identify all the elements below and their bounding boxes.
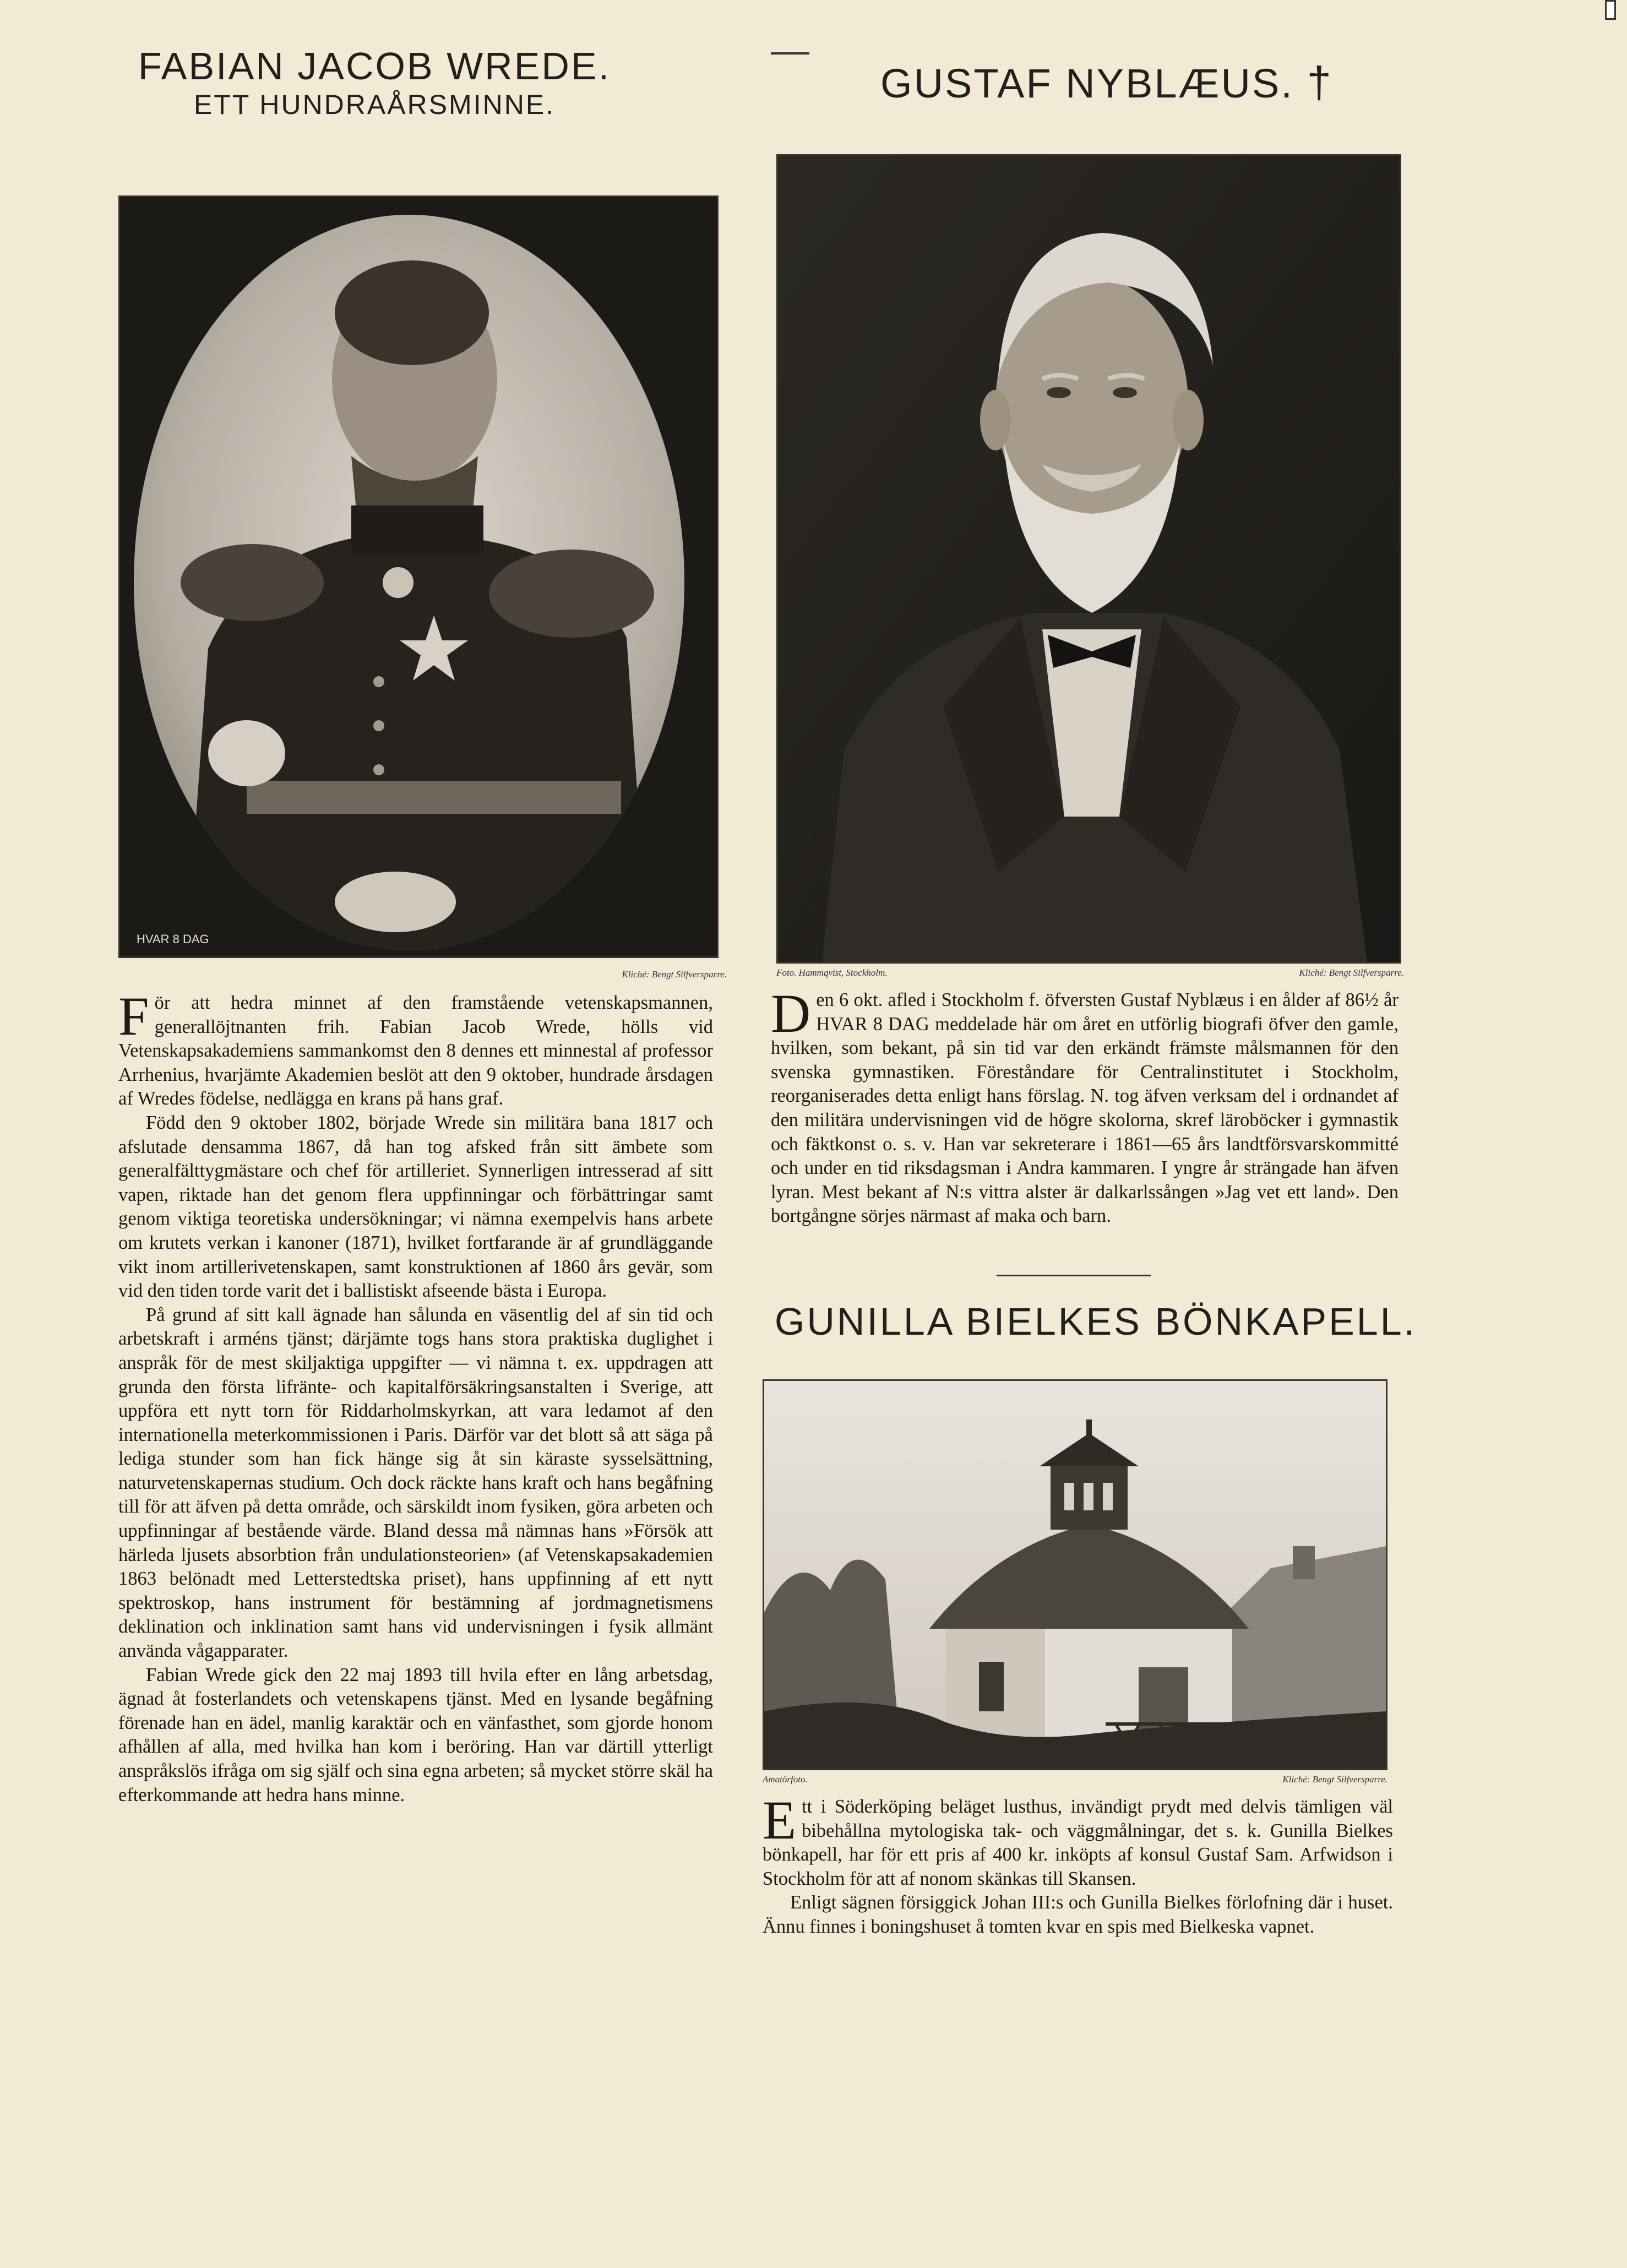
bielke-title: GUNILLA BIELKES BÖNKAPELL. xyxy=(774,1300,1417,1343)
nyblaeus-article xyxy=(771,983,1399,1228)
bielke-drop-cap: E xyxy=(763,1790,797,1851)
wrede-paragraph-3: På grund af sitt kall ägnade han sålunda en väsentlig del af sin tid och arbetskraft i arméns tjänst; därjämte togs hans stora praktiska duglighet i anspråk för de mest skiljaktiga uppgifter — vi nämna t. ex. uppdragen att grunda den första lifränte- och kapitalförsäkringsanstalten i Sverige, att uppföra ett nytt torn för Riddarholmskyrkan, att vara ledamot af den internationella meterkommissionen i Paris. Därför var det blott så att säga på lediga stunder som han fick hänge sig åt sin käraste sysselsättning, naturvetenskapernas studium. Och dock räckte hans kraft och hans begåfning till för att äfven på detta område, och särskildt inom fysiken, göra arbeten och uppfinningar af bestående värde. Bland dessa må nämnas hans »Försök att härleda ljusets absorbtion från undulationsteorien» (af Vetenskapsakademien 1863 belönadt med Letterstedtska priset), hans uppfinning af ett nytt spektroskop, hans instrument för bestämning af jordmagnetismens deklination och inklination samt hans vid undervisningen i fysik allmänt använda vågapparater. xyxy=(118,1304,713,1662)
wrede-cliche-credit: Kliché: Bengt Silfversparre. xyxy=(622,969,727,980)
wrede-title: FABIAN JACOB WREDE. xyxy=(138,45,611,88)
bielke-cliche-credit: Kliché: Bengt Silfversparre. xyxy=(1282,1774,1387,1785)
nyblaeus-cliche-credit: Kliché: Bengt Silfversparre. xyxy=(1299,967,1404,978)
wrede-drop-cap: F xyxy=(118,986,149,1047)
section-divider xyxy=(997,1275,1151,1276)
nyblaeus-title xyxy=(859,58,1354,108)
bielke-paragraph-2: Enligt sägnen försiggick Johan III:s och Gunilla Bielkes förlofning där i huset. Ännu finnes i boningshuset å tomten kvar en spis med Bielkeska vapnet. xyxy=(763,1892,1393,1937)
wrede-photo-signature: HVAR 8 DAG xyxy=(137,932,209,946)
bielke-photo-credit: Amatörfoto. xyxy=(763,1774,808,1785)
wrede-portrait-frame xyxy=(118,195,719,958)
nyblaeus-portrait xyxy=(778,156,1400,962)
wrede-paragraph-4: Fabian Wrede gick den 22 maj 1893 till hvila efter en lång arbetsdag, ägnad åt fosterlandets och vetenskapens tjänst. Med en lysande begåfning förenade han en ädel, manlig karaktär och en vänfasthet, som gjorde honom afhållen af alla, med hvilka han kom i beröring. Han var därtill ytterligt anspråkslös ifråga om sig själf och sina egna arbeten; så mycket större skäl ha efterkommande att hedra hans minne. xyxy=(118,1664,713,1805)
bielke-photo xyxy=(764,1381,1386,1769)
nyblaeus-drop-cap: D xyxy=(771,983,811,1044)
nyblaeus-photo-credit: Foto. Hammqvist, Stockholm. xyxy=(776,967,888,978)
bielke-paragraph-1: tt i Söderköping beläget lusthus, invändigt prydt med delvis tämligen väl bibehållna mytologiska tak- och väggmålningar, det s. k. Gunilla Bielkes bönkapell, har för ett pris af 400 kr. inköpts af konsul Gustaf Sam. Arfwidson i Stockholm för att af nonom skänkas till Skansen. xyxy=(763,1796,1393,1889)
nyblaeus-title-text: GUSTAF NYBLÆUS. xyxy=(880,61,1294,106)
dagger-icon: † xyxy=(1307,58,1333,107)
header-dash xyxy=(771,52,809,55)
wrede-paragraph-2: Född den 9 oktober 1802, började Wrede sin militära bana 1817 och afslutade densamma 1867, då han tog afsked från sitt ämbete som generalfälttygmästare och chef för artilleriet. Synnerligen intresserad af sitt vapen, riktade han det genom flera uppfinningar och förbättringar samt genom viktiga teoretiska undersökningar; vi nämna exempelvis hans arbete om krutets verkan i kanoner (1871), hvilket fortfarande är af grundläggande vikt inom artillerivetenskapen, samt konstruktionen af 1860 års gevär, som vid den tiden torde varit det i ballistiskt afseende bästa i Europa. xyxy=(118,1112,713,1302)
bielke-article xyxy=(763,1790,1393,1939)
wrede-article xyxy=(118,986,713,1807)
registration-mark xyxy=(1605,0,1616,20)
bielke-photo-frame xyxy=(763,1379,1387,1770)
wrede-subtitle: ETT HUNDRAÅRSMINNE. xyxy=(193,89,556,120)
wrede-paragraph-1: ör att hedra minnet af den framstående vetenskapsmannen, generallöjtnanten frih. Fabian Jacob Wrede, hölls vid Vetenskapsakademiens sammankomst den 8 dennes ett minnestal af professor Arrhenius, hvarjämte Akademien beslöt att den 9 oktober, hundrade årsdagen af Wredes födelse, nedlägga en krans på hans graf. xyxy=(118,992,713,1109)
wrede-portrait xyxy=(120,197,717,956)
nyblaeus-portrait-frame xyxy=(776,154,1401,964)
nyblaeus-paragraph-1: en 6 okt. afled i Stockholm f. öfversten Gustaf Nyblæus i en ålder af 86½ år HVAR 8 DAG meddelade här om året en utförlig biografi öfver den gamle, hvilken, som bekant, på sin tid var den erkändt främste målsmannen för den svenska gymnastiken. Föreståndare för Centralinstitutet i Stockholm, reorganiserades detta enligt hans förslag. N. tog äfven verksam del i ordnandet af den militära undervisningen vid de högre skolorna, skref läroböcker i gymnastik och fäktkonst o. s. v. Han var sekreterare i 1861—65 års landtförsvarskommitté och under en tid riksdagsman i Andra kammaren. I yngre år strängade han äfven lyran. Mest bekant af N:s vittra alster är dalkarlssången »Jag vet ett land». Den bortgångne sörjes närmast af maka och barn. xyxy=(771,989,1399,1227)
